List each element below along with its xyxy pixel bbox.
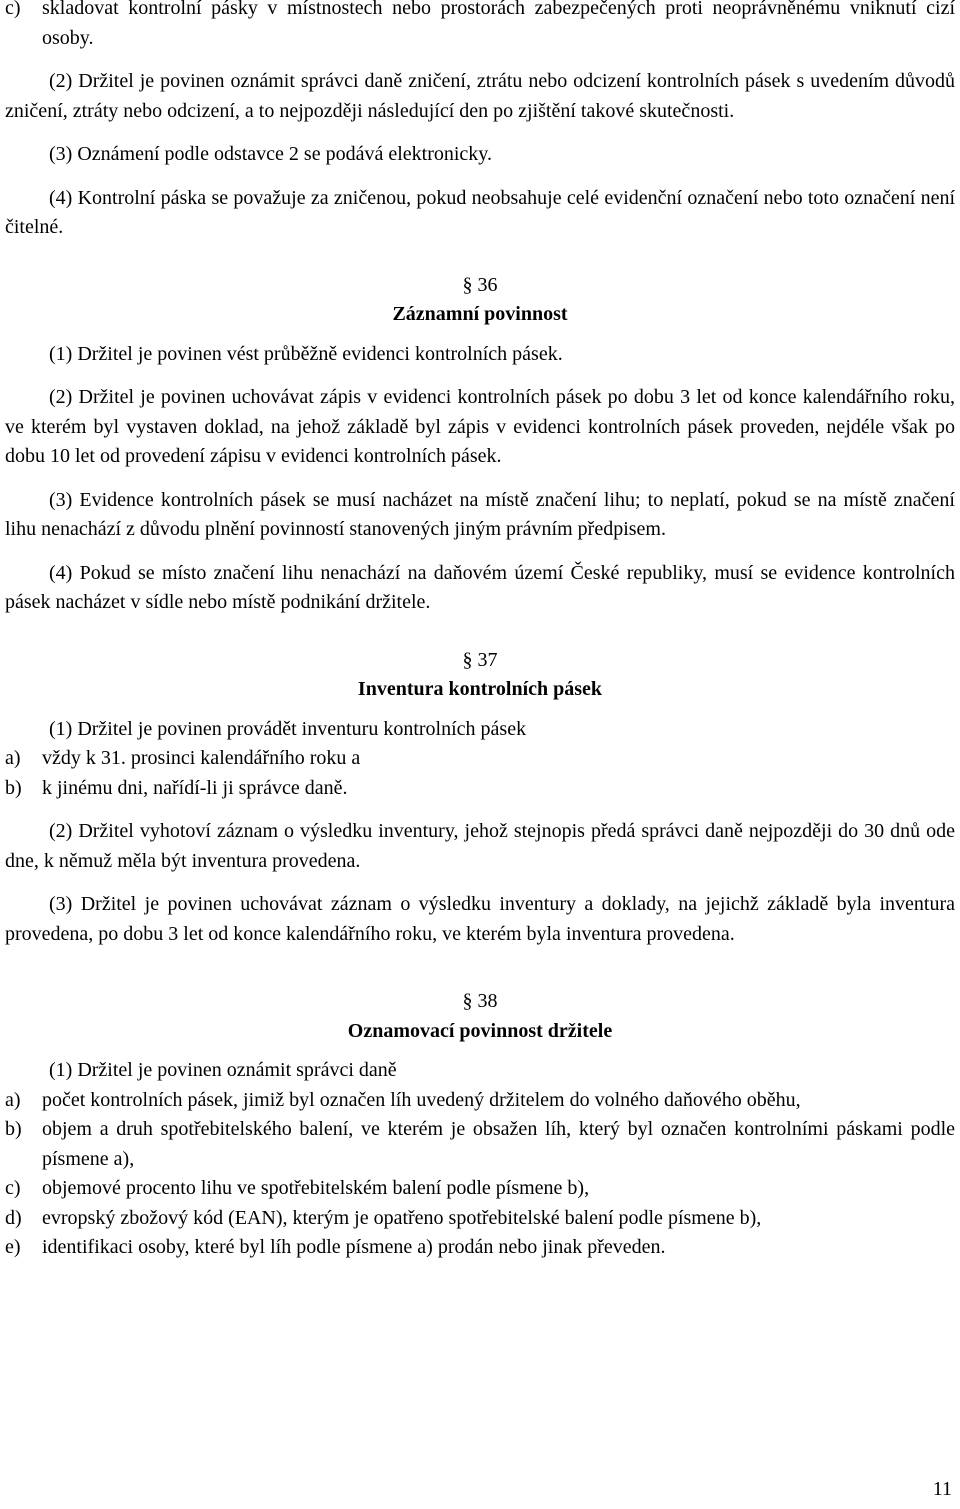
list-item bbox=[5, 1115, 955, 1174]
list-item-text: skladovat kontrolní pásky v místnostech nebo prostorách zabezpečených proti neoprávněnému vniknutí cizí osoby. bbox=[42, 0, 955, 49]
list-item-text: evropský zbožový kód (EAN), kterým je opatřeno spotřebitelské balení podle písmene b), bbox=[42, 1206, 762, 1229]
section-title: Inventura kontrolních pásek bbox=[357, 678, 603, 700]
list-item bbox=[5, 1174, 955, 1204]
paragraph: (4) Pokud se místo značení lihu nenachází na daňovém území České republiky, musí se evidence kontrolních pásek nacházet v sídle nebo místě podnikání držitele. bbox=[5, 561, 955, 613]
paragraph: (3) Evidence kontrolních pásek se musí nacházet na místě značení lihu; to neplatí, pokud se na místě značení lihu nenachází z důvodu plnění povinností stanovených jiným právním předpisem. bbox=[5, 488, 955, 540]
paragraph: (3) Držitel je povinen uchovávat záznam o výsledku inventury a doklady, na jejichž základě byla inventura provedena, po dobu 3 let od konce kalendářního roku, ve kterém byla inventura provedena. bbox=[5, 893, 955, 945]
paragraph: (1) Držitel je povinen oznámit správci daně bbox=[49, 1059, 397, 1081]
paragraph: (2) Držitel vyhotoví záznam o výsledku inventury, jehož stejnopis předá správci daně nejpozději do 30 dnů ode dne, k němuž měla být inventura provedena. bbox=[5, 820, 955, 872]
paragraph: (1) Držitel je povinen provádět inventuru kontrolních pásek bbox=[49, 717, 527, 740]
list-item-label: b) bbox=[5, 776, 22, 799]
section-36 bbox=[5, 271, 955, 618]
section-number: § 37 bbox=[462, 648, 498, 671]
section-number: § 36 bbox=[462, 273, 498, 296]
list-item-text: identifikaci osoby, které byl líh podle písmene a) prodán nebo jinak převeden. bbox=[42, 1236, 666, 1258]
list-item-label: b) bbox=[5, 1118, 22, 1140]
list-item-label: d) bbox=[5, 1206, 22, 1229]
list-item-label: c) bbox=[5, 0, 21, 19]
list-item-label: a) bbox=[5, 747, 21, 769]
list-item-text: k jinému dni, nařídí-li ji správce daně. bbox=[42, 776, 348, 799]
list-item-text: počet kontrolních pásek, jimiž byl označen líh uvedený držitelem do volného daňového oběhu, bbox=[42, 1088, 801, 1111]
list-item bbox=[5, 774, 955, 804]
document-page bbox=[5, 0, 955, 1263]
list-item-text: objem a druh spotřebitelského balení, ve kterém je obsažen líh, který byl označen kontrolními páskami podle písmene a), bbox=[42, 1118, 955, 1170]
list-item-label: a) bbox=[5, 1088, 21, 1111]
paragraph: (2) Držitel je povinen uchovávat zápis v evidenci kontrolních pásek po dobu 3 let od konce kalendářního roku, ve kterém byl vystaven doklad, na jehož základě byl zápis v evidenci kontrolních pásek proveden, nejdéle však po dobu 10 let od provedení zápisu v evidenci kontrolních pásek. bbox=[5, 386, 955, 467]
paragraph: (2) Držitel je povinen oznámit správci daně zničení, ztrátu nebo odcizení kontrolních pásek s uvedením důvodů zničení, ztráty nebo odcizení, a to nejpozději následující den po zjištění takové skutečnosti. bbox=[5, 70, 955, 122]
section-37 bbox=[5, 646, 955, 950]
list-item bbox=[5, 1204, 955, 1234]
list-item-label: e) bbox=[5, 1236, 21, 1258]
list-item-text: objemové procento lihu ve spotřebitelském balení podle písmene b), bbox=[42, 1177, 590, 1199]
list-item bbox=[5, 1233, 955, 1263]
paragraph: (3) Oznámení podle odstavce 2 se podává elektronicky. bbox=[49, 143, 492, 165]
section-number: § 38 bbox=[462, 990, 498, 1012]
paragraph: (1) Držitel je povinen vést průběžně evidenci kontrolních pásek. bbox=[49, 342, 563, 365]
list-item bbox=[5, 1086, 955, 1116]
page-number: 11 bbox=[932, 1478, 952, 1500]
section-title: Záznamní povinnost bbox=[392, 303, 568, 325]
list-item bbox=[5, 744, 955, 774]
list-item-label: c) bbox=[5, 1177, 21, 1199]
section-title: Oznamovací povinnost držitele bbox=[347, 1019, 613, 1042]
paragraph: (4) Kontrolní páska se považuje za zničenou, pokud neobsahuje celé evidenční označení nebo toto označení není čitelné. bbox=[5, 186, 955, 238]
list-item-text: vždy k 31. prosinci kalendářního roku a bbox=[42, 747, 361, 769]
section-38 bbox=[5, 987, 955, 1263]
list-item bbox=[5, 0, 955, 53]
